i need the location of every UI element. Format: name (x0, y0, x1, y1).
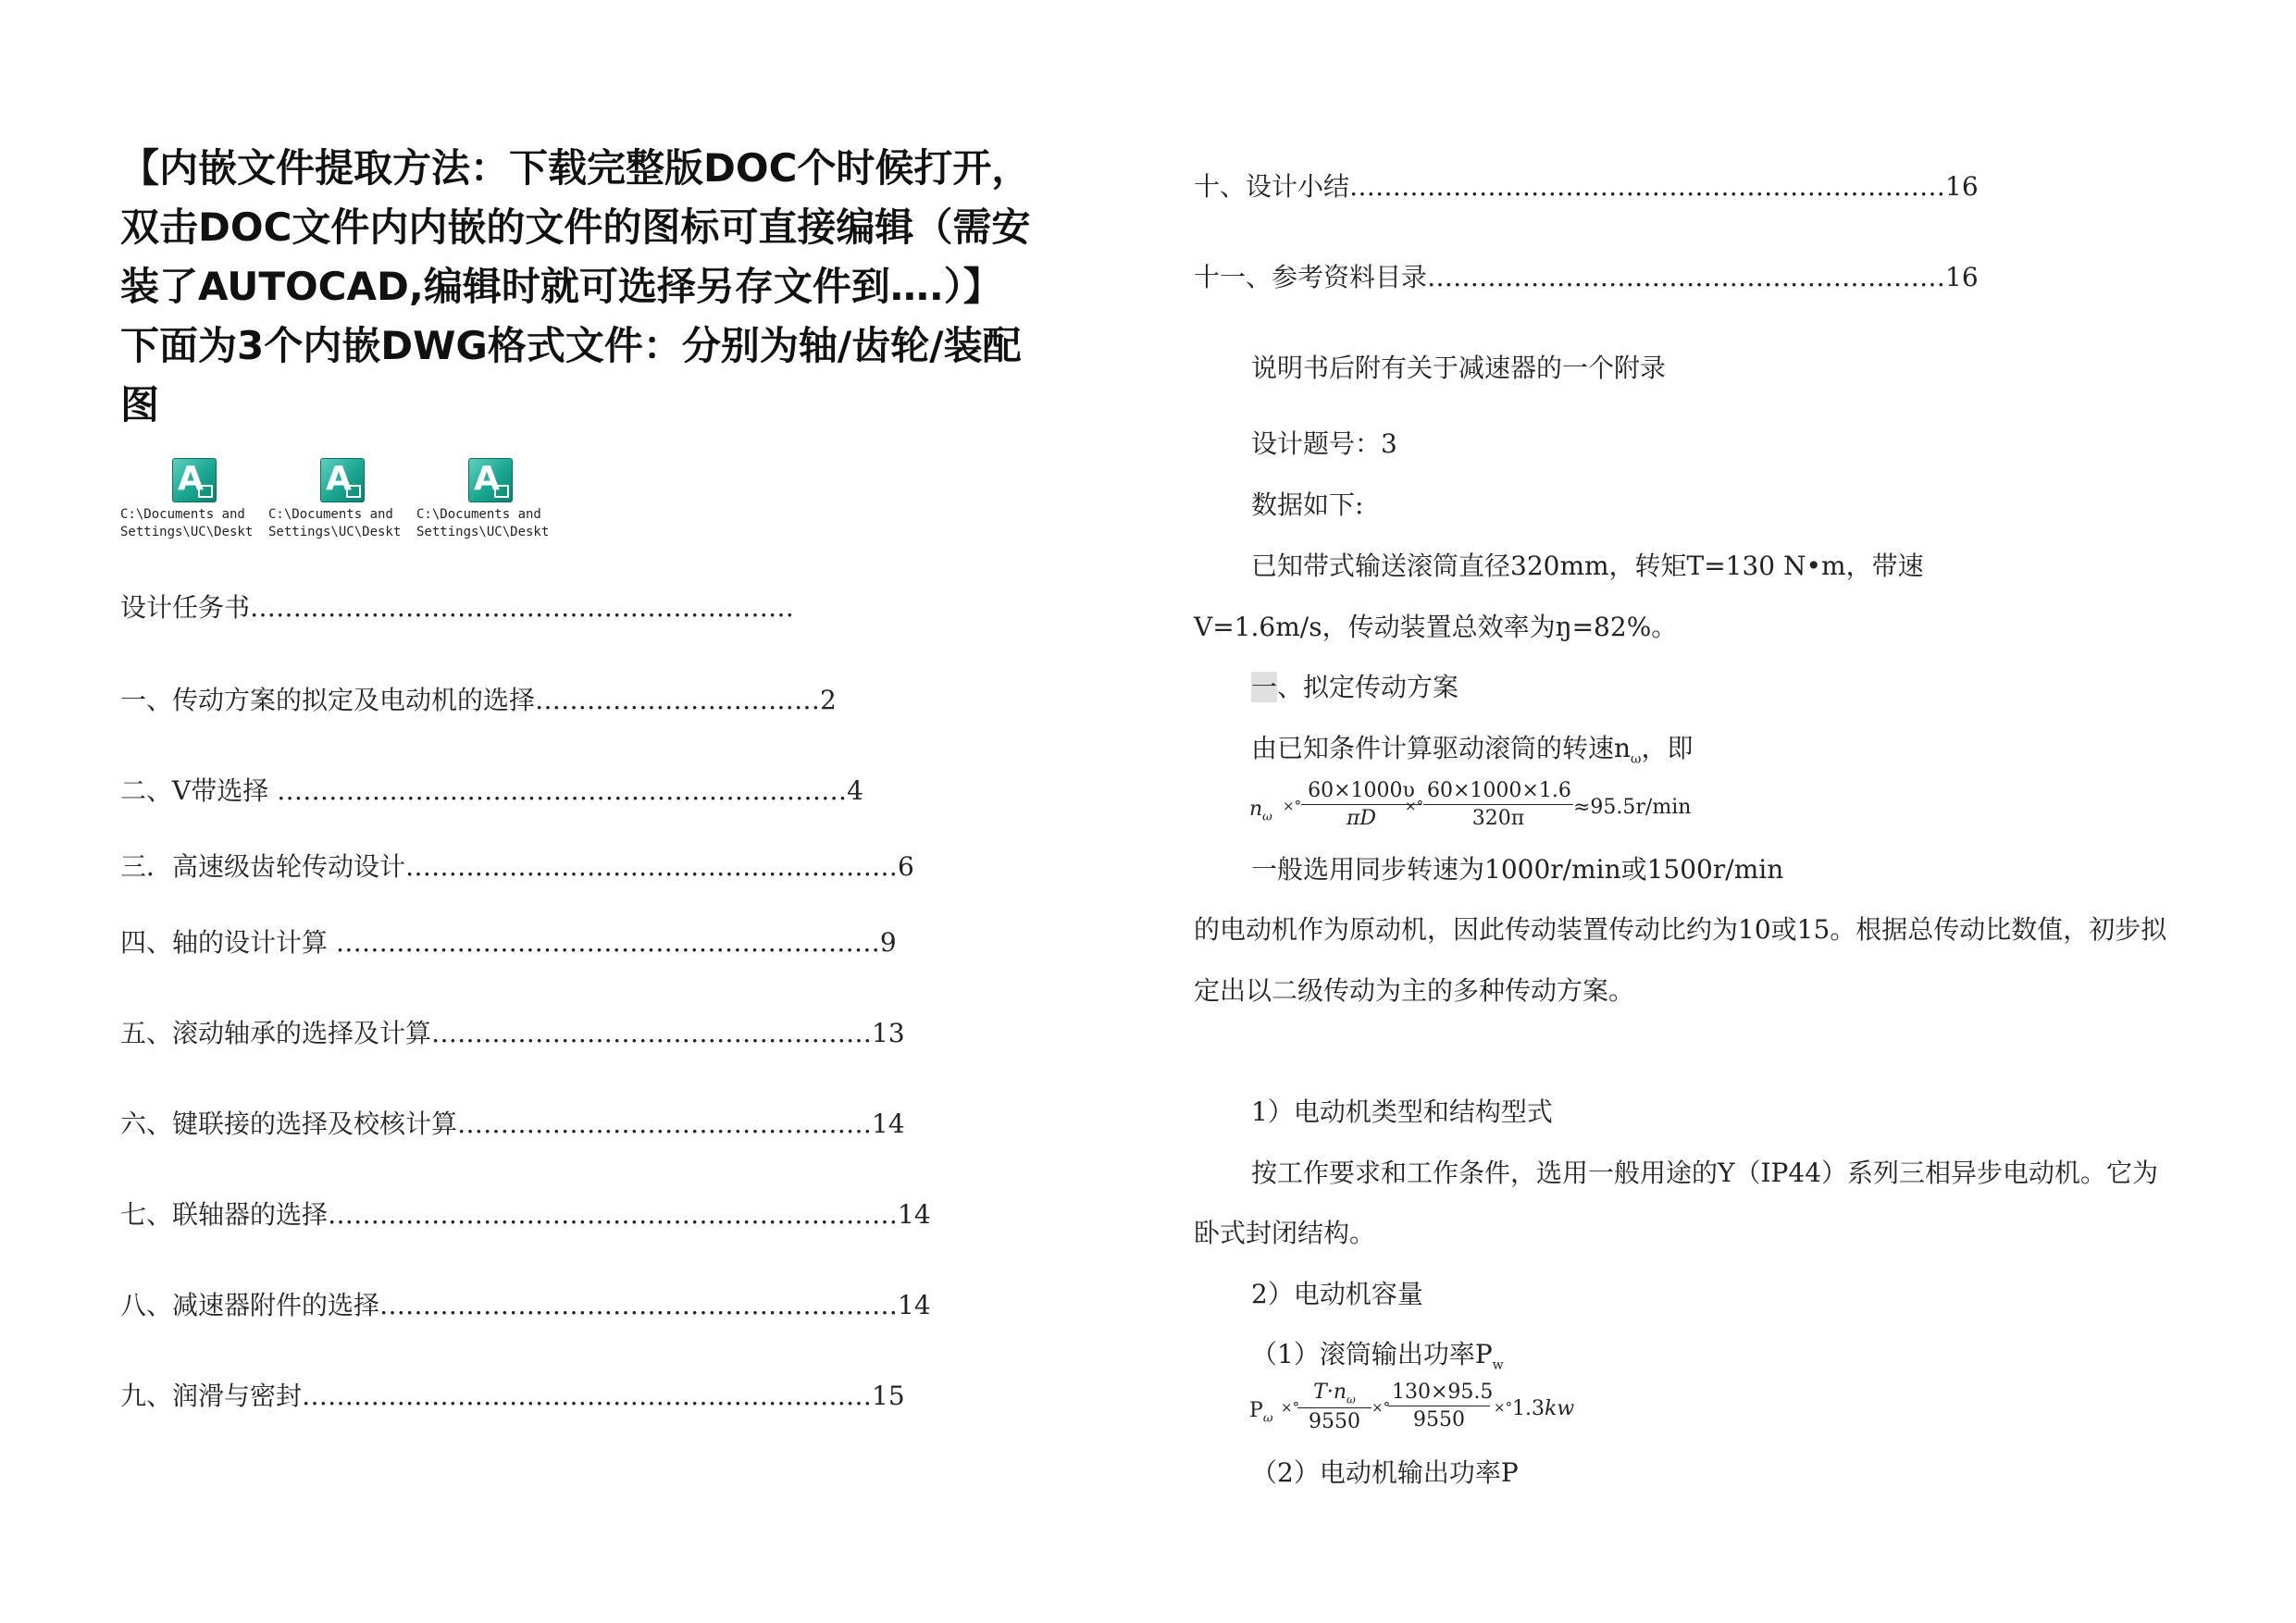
toc-title: 三．高速级齿轮传动设计 (120, 851, 406, 882)
formula-fraction-2: $\frac{60\times 1000\times 1.6}{320\pi}$ (1423, 779, 1573, 830)
toc-page: 6 (898, 851, 914, 882)
drum-power-title: （1）滚筒输出功率$P_w$ (1251, 1339, 1504, 1373)
toc-page: 14 (872, 1109, 905, 1139)
formula-lhs: $n_\omega$ (1249, 798, 1272, 824)
autocad-file-icon[interactable]: A (172, 458, 217, 502)
toc-entry (120, 680, 837, 717)
toc-title: 十一、参考资料目录 (1194, 262, 1428, 292)
motor-capacity-title: 2）电动机容量 (1251, 1279, 1423, 1309)
toc-page: 15 (872, 1381, 905, 1411)
heading-line-1: 【内嵌文件提取方法：下载完整版DOC个时候打开， (120, 145, 1031, 191)
toc-page: 14 (898, 1290, 931, 1320)
toc-entry (120, 1285, 931, 1322)
design-topic: 设计题号：3 (1251, 428, 1397, 459)
toc-dots: ………………………………………………………… (277, 775, 848, 806)
toc-dots: …………………………………………… (431, 1018, 873, 1048)
toc-page: 9 (879, 927, 897, 958)
embedded-file-icons (120, 458, 565, 541)
calc-intro: 由已知条件计算驱动滚筒的转速$n_\omega$，即 (1251, 733, 1694, 767)
formula-fraction-1: $\frac{T\cdot n_\omega}{9550}$ (1297, 1381, 1371, 1433)
toc-title: 十、设计小结 (1194, 171, 1350, 202)
toc-page: 16 (1945, 171, 1979, 202)
embedded-dwg-file-3[interactable] (416, 458, 565, 541)
toc-entry (120, 771, 863, 808)
heading-line-5: 图 (120, 382, 160, 427)
sync-speed-text: 一般选用同步转速为1000r/min或1500r/min (1251, 854, 1784, 885)
toc-page: 13 (872, 1018, 905, 1048)
toc-page: 16 (1945, 262, 1979, 292)
formula-lhs: $P_\omega$ (1249, 1399, 1273, 1426)
drum-speed-formula (1249, 775, 1768, 840)
motor-type-line-1: 按工作要求和工作条件，选用一般用途的Y（IP44）系列三相异步电动机。它为 (1251, 1158, 2159, 1188)
toc-page: 14 (898, 1199, 931, 1230)
toc-entry (120, 1104, 905, 1141)
toc-entry (120, 1195, 931, 1232)
section-1-number: 一 (1251, 672, 1278, 702)
data-intro: 数据如下: (1251, 489, 1364, 520)
toc-title: 九、润滑与密封 (120, 1381, 303, 1411)
equals-symbol: ×° (1371, 1399, 1391, 1416)
autocad-file-icon[interactable]: A (320, 458, 365, 502)
known-conditions-line-1: 已知带式输送滚筒直径320mm，转矩T=130 N•m，带速 (1251, 551, 1924, 581)
toc-dots: ……………………………………………………… (335, 927, 880, 958)
heading-line-3: 装了AUTOCAD,编辑时就可选择另存文件到….）】 (120, 264, 1002, 309)
toc-title: 五、滚动轴承的选择及计算 (120, 1018, 432, 1048)
toc-title: 七、联轴器的选择 (120, 1199, 329, 1230)
equals-symbol: ×° (1283, 798, 1302, 814)
embedded-dwg-file-1[interactable] (120, 458, 268, 541)
section-1-title (1251, 667, 1458, 704)
equals-symbol: ×° (1405, 798, 1424, 814)
autocad-file-icon[interactable]: A (468, 458, 513, 502)
equals-symbol: ×° (1281, 1399, 1300, 1416)
formula-fraction-1: $\frac{60\times 1000\upsilon}{\pi D}$ (1301, 779, 1421, 830)
toc-entry (120, 923, 897, 960)
toc-dots: ………………………………………… (457, 1109, 873, 1139)
toc-entry (120, 1376, 905, 1413)
section-1-label: 、拟定传动方案 (1277, 672, 1459, 702)
embedded-file-caption: C:\Documents and Settings\UC\Deskt (268, 507, 402, 539)
embedded-dwg-file-2[interactable] (268, 458, 416, 541)
toc-entry (120, 847, 914, 884)
appendix-note: 说明书后附有关于减速器的一个附录 (1251, 353, 1667, 383)
toc-page: 4 (847, 775, 863, 806)
motor-type-title: 1）电动机类型和结构型式 (1251, 1096, 1553, 1127)
toc-dots: …………………………………………………………… (1349, 171, 1946, 202)
toc-page: 2 (820, 685, 837, 715)
formula-fraction-2: $\frac{130\times 95.5}{9550}$ (1388, 1381, 1490, 1431)
motor-power-title: （2）电动机输出功率P (1251, 1457, 1519, 1488)
toc-dots: ………………………………………………… (405, 851, 899, 882)
motor-type-line-2: 卧式封闭结构。 (1194, 1218, 1376, 1248)
toc-entry (120, 588, 794, 625)
toc-dots: …………………………… (535, 685, 821, 715)
motor-text-line-2: 定出以二级传动为主的多种传动方案。 (1194, 975, 1635, 1006)
toc-dots: …………………………………………………… (1427, 262, 1946, 292)
toc-dots: ……………………………………………………… (250, 592, 795, 623)
toc-entry (1194, 257, 1979, 294)
toc-title: 二、V带选择 (120, 775, 278, 806)
motor-text-line-1: 的电动机作为原动机，因此传动装置传动比约为10或15。根据总传动比数值，初步拟 (1194, 914, 2167, 945)
known-conditions-line-2: V=1.6m/s，传动装置总效率为ŋ=82%。 (1194, 612, 1678, 642)
heading-line-2: 双击DOC文件内内嵌的文件的图标可直接编辑（需安 (120, 204, 1031, 250)
heading-line-4: 下面为3个内嵌DWG格式文件：分别为轴/齿轮/装配 (120, 323, 1022, 368)
embedded-files-heading (120, 139, 1129, 435)
toc-dots: ………………………………………………………… (302, 1381, 873, 1411)
toc-dots: ………………………………………………………… (328, 1199, 899, 1230)
toc-title: 六、键联接的选择及校核计算 (120, 1109, 458, 1139)
toc-title: 设计任务书 (120, 592, 251, 623)
formula-result: 1.3kw (1512, 1397, 1575, 1420)
drum-power-formula (1249, 1379, 1638, 1438)
formula-result: ≈95.5r/min (1573, 796, 1692, 819)
toc-dots: …………………………………………………… (379, 1290, 899, 1320)
toc-entry (120, 1013, 905, 1050)
embedded-file-caption: C:\Documents and Settings\UC\Deskt (120, 507, 254, 539)
toc-title: 四、轴的设计计算 (120, 927, 336, 958)
toc-entry (1194, 167, 1979, 204)
embedded-file-caption: C:\Documents and Settings\UC\Deskt (416, 507, 550, 539)
toc-title: 一、传动方案的拟定及电动机的选择 (120, 685, 536, 715)
equals-symbol: ×° (1494, 1399, 1513, 1416)
toc-title: 八、减速器附件的选择 (120, 1290, 380, 1320)
